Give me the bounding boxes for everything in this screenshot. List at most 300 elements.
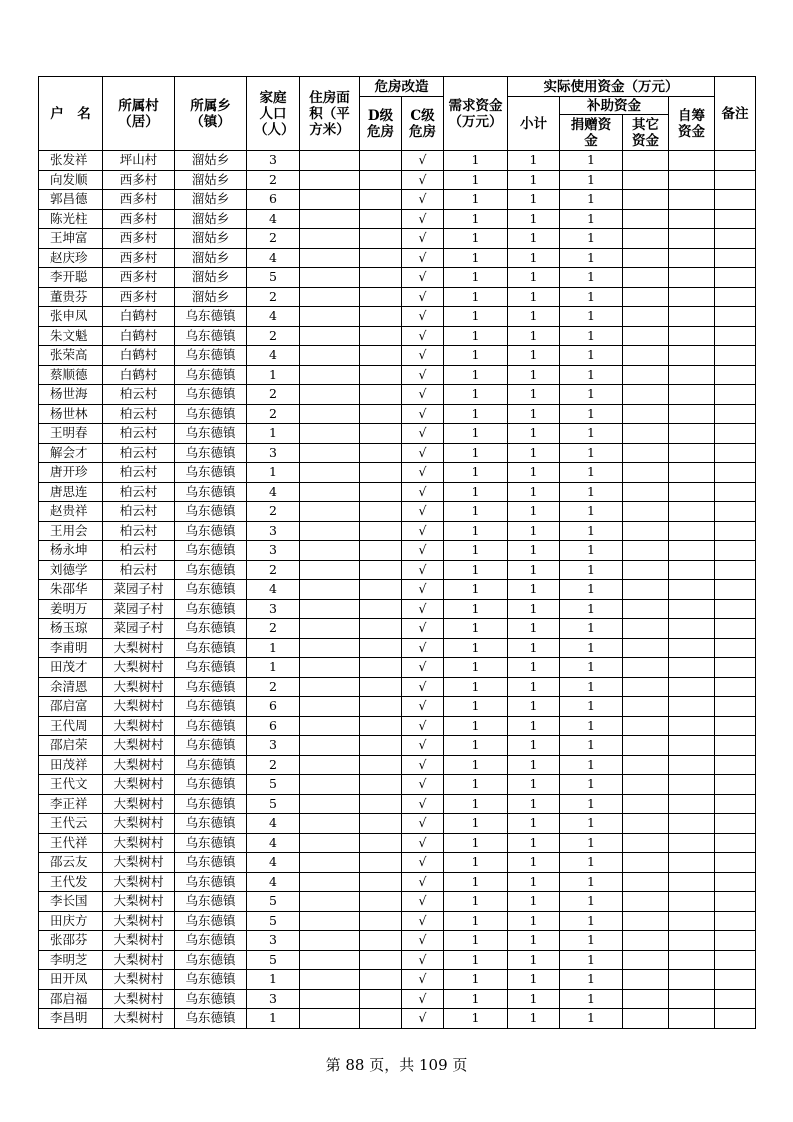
cell-self-raised <box>669 151 715 171</box>
cell-population: 5 <box>247 950 300 970</box>
cell-self-raised <box>669 892 715 912</box>
cell-name: 郭昌德 <box>39 190 103 210</box>
cell-donation: 1 <box>560 424 623 444</box>
table-row <box>39 346 756 366</box>
cell-donation: 1 <box>560 346 623 366</box>
cell-village: 白鹤村 <box>103 326 175 346</box>
cell-remarks <box>715 521 756 541</box>
cell-village: 大梨树村 <box>103 638 175 658</box>
cell-township: 乌东德镇 <box>175 404 247 424</box>
cell-self-raised <box>669 970 715 990</box>
header-grade-c: C级危房 <box>402 97 444 151</box>
cell-area <box>300 560 360 580</box>
cell-population: 3 <box>247 521 300 541</box>
cell-demand: 1 <box>444 170 508 190</box>
table-row <box>39 833 756 853</box>
cell-demand: 1 <box>444 404 508 424</box>
cell-demand: 1 <box>444 365 508 385</box>
cell-name: 朱邵华 <box>39 580 103 600</box>
cell-township: 溜姑乡 <box>175 268 247 288</box>
cell-other <box>623 638 669 658</box>
cell-area <box>300 151 360 171</box>
cell-area <box>300 677 360 697</box>
cell-name: 朱文魁 <box>39 326 103 346</box>
cell-village: 西多村 <box>103 170 175 190</box>
cell-name: 杨玉琼 <box>39 619 103 639</box>
cell-demand: 1 <box>444 151 508 171</box>
cell-remarks <box>715 502 756 522</box>
cell-grade-c: √ <box>402 911 444 931</box>
cell-grade-d <box>360 872 402 892</box>
cell-grade-c: √ <box>402 443 444 463</box>
table-row <box>39 170 756 190</box>
table-row <box>39 716 756 736</box>
cell-name: 赵庆珍 <box>39 248 103 268</box>
table-row <box>39 619 756 639</box>
cell-township: 乌东德镇 <box>175 463 247 483</box>
cell-township: 乌东德镇 <box>175 931 247 951</box>
cell-subtotal: 1 <box>508 541 560 561</box>
table-row <box>39 677 756 697</box>
table-row <box>39 560 756 580</box>
cell-demand: 1 <box>444 794 508 814</box>
cell-township: 乌东德镇 <box>175 716 247 736</box>
header-name: 户 名 <box>39 77 103 151</box>
cell-subtotal: 1 <box>508 619 560 639</box>
cell-subtotal: 1 <box>508 502 560 522</box>
cell-demand: 1 <box>444 424 508 444</box>
cell-area <box>300 775 360 795</box>
cell-area <box>300 599 360 619</box>
cell-remarks <box>715 697 756 717</box>
cell-grade-d <box>360 989 402 1009</box>
cell-remarks <box>715 346 756 366</box>
cell-village: 大梨树村 <box>103 716 175 736</box>
cell-self-raised <box>669 190 715 210</box>
cell-donation: 1 <box>560 755 623 775</box>
header-township: 所属乡（镇） <box>175 77 247 151</box>
cell-township: 乌东德镇 <box>175 560 247 580</box>
cell-remarks <box>715 989 756 1009</box>
cell-other <box>623 872 669 892</box>
cell-population: 4 <box>247 482 300 502</box>
cell-village: 大梨树村 <box>103 775 175 795</box>
cell-subtotal: 1 <box>508 814 560 834</box>
cell-other <box>623 385 669 405</box>
cell-subtotal: 1 <box>508 658 560 678</box>
cell-name: 杨世林 <box>39 404 103 424</box>
header-village: 所属村（居） <box>103 77 175 151</box>
cell-donation: 1 <box>560 580 623 600</box>
total-page-count: 109 <box>419 1056 448 1074</box>
cell-village: 菜园子村 <box>103 599 175 619</box>
cell-township: 乌东德镇 <box>175 814 247 834</box>
cell-remarks <box>715 716 756 736</box>
cell-area <box>300 970 360 990</box>
cell-area <box>300 170 360 190</box>
cell-grade-c: √ <box>402 892 444 912</box>
cell-remarks <box>715 443 756 463</box>
cell-self-raised <box>669 1009 715 1029</box>
cell-other <box>623 892 669 912</box>
cell-township: 乌东德镇 <box>175 502 247 522</box>
table-row <box>39 385 756 405</box>
cell-donation: 1 <box>560 911 623 931</box>
cell-area <box>300 989 360 1009</box>
cell-demand: 1 <box>444 190 508 210</box>
cell-demand: 1 <box>444 307 508 327</box>
cell-grade-d <box>360 677 402 697</box>
cell-subtotal: 1 <box>508 892 560 912</box>
table-row <box>39 307 756 327</box>
cell-grade-d <box>360 794 402 814</box>
cell-other <box>623 658 669 678</box>
cell-subtotal: 1 <box>508 872 560 892</box>
cell-area <box>300 541 360 561</box>
cell-subtotal: 1 <box>508 970 560 990</box>
cell-self-raised <box>669 404 715 424</box>
cell-remarks <box>715 248 756 268</box>
cell-area <box>300 443 360 463</box>
cell-population: 4 <box>247 872 300 892</box>
cell-grade-d <box>360 307 402 327</box>
cell-demand: 1 <box>444 677 508 697</box>
cell-grade-d <box>360 560 402 580</box>
cell-village: 大梨树村 <box>103 1009 175 1029</box>
table-row <box>39 248 756 268</box>
table-row <box>39 970 756 990</box>
cell-name: 李昌明 <box>39 1009 103 1029</box>
table-row <box>39 287 756 307</box>
cell-donation: 1 <box>560 541 623 561</box>
table-row <box>39 658 756 678</box>
cell-area <box>300 385 360 405</box>
cell-township: 乌东德镇 <box>175 970 247 990</box>
cell-subtotal: 1 <box>508 853 560 873</box>
cell-township: 乌东德镇 <box>175 775 247 795</box>
cell-village: 大梨树村 <box>103 970 175 990</box>
cell-township: 溜姑乡 <box>175 209 247 229</box>
cell-subtotal: 1 <box>508 229 560 249</box>
cell-population: 4 <box>247 346 300 366</box>
cell-other <box>623 775 669 795</box>
cell-village: 柏云村 <box>103 463 175 483</box>
cell-self-raised <box>669 482 715 502</box>
cell-grade-c: √ <box>402 989 444 1009</box>
cell-population: 2 <box>247 404 300 424</box>
cell-township: 乌东德镇 <box>175 365 247 385</box>
cell-subtotal: 1 <box>508 248 560 268</box>
cell-grade-d <box>360 638 402 658</box>
cell-village: 大梨树村 <box>103 872 175 892</box>
cell-remarks <box>715 385 756 405</box>
cell-donation: 1 <box>560 404 623 424</box>
cell-township: 乌东德镇 <box>175 1009 247 1029</box>
cell-name: 唐开珍 <box>39 463 103 483</box>
cell-demand: 1 <box>444 853 508 873</box>
cell-village: 大梨树村 <box>103 931 175 951</box>
cell-population: 5 <box>247 794 300 814</box>
cell-donation: 1 <box>560 794 623 814</box>
cell-demand: 1 <box>444 1009 508 1029</box>
table-row <box>39 794 756 814</box>
cell-subtotal: 1 <box>508 638 560 658</box>
cell-name: 陈光柱 <box>39 209 103 229</box>
cell-remarks <box>715 814 756 834</box>
table-row <box>39 638 756 658</box>
cell-township: 乌东德镇 <box>175 658 247 678</box>
cell-population: 4 <box>247 248 300 268</box>
cell-grade-c: √ <box>402 658 444 678</box>
cell-area <box>300 248 360 268</box>
cell-village: 大梨树村 <box>103 892 175 912</box>
table-row <box>39 872 756 892</box>
household-table <box>38 76 756 1029</box>
cell-other <box>623 736 669 756</box>
cell-self-raised <box>669 911 715 931</box>
cell-population: 2 <box>247 560 300 580</box>
cell-village: 大梨树村 <box>103 814 175 834</box>
cell-other <box>623 424 669 444</box>
cell-area <box>300 268 360 288</box>
cell-donation: 1 <box>560 853 623 873</box>
cell-subtotal: 1 <box>508 346 560 366</box>
cell-remarks <box>715 170 756 190</box>
cell-self-raised <box>669 716 715 736</box>
table-row <box>39 424 756 444</box>
cell-name: 邵云友 <box>39 853 103 873</box>
cell-grade-c: √ <box>402 775 444 795</box>
cell-other <box>623 989 669 1009</box>
cell-village: 柏云村 <box>103 482 175 502</box>
cell-name: 王坤富 <box>39 229 103 249</box>
cell-village: 大梨树村 <box>103 658 175 678</box>
cell-grade-c: √ <box>402 970 444 990</box>
cell-demand: 1 <box>444 541 508 561</box>
cell-self-raised <box>669 307 715 327</box>
cell-population: 3 <box>247 736 300 756</box>
table-row <box>39 814 756 834</box>
table-row <box>39 599 756 619</box>
table-row <box>39 463 756 483</box>
cell-grade-c: √ <box>402 170 444 190</box>
cell-self-raised <box>669 346 715 366</box>
cell-township: 乌东德镇 <box>175 638 247 658</box>
cell-township: 溜姑乡 <box>175 190 247 210</box>
cell-name: 邵启富 <box>39 697 103 717</box>
cell-name: 余清恩 <box>39 677 103 697</box>
cell-village: 柏云村 <box>103 443 175 463</box>
cell-self-raised <box>669 638 715 658</box>
cell-name: 姜明万 <box>39 599 103 619</box>
cell-grade-d <box>360 950 402 970</box>
cell-other <box>623 619 669 639</box>
cell-grade-c: √ <box>402 424 444 444</box>
cell-subtotal: 1 <box>508 560 560 580</box>
cell-township: 乌东德镇 <box>175 911 247 931</box>
cell-grade-d <box>360 911 402 931</box>
cell-demand: 1 <box>444 931 508 951</box>
cell-demand: 1 <box>444 268 508 288</box>
cell-subtotal: 1 <box>508 424 560 444</box>
cell-demand: 1 <box>444 599 508 619</box>
cell-area <box>300 424 360 444</box>
cell-name: 张发祥 <box>39 151 103 171</box>
cell-donation: 1 <box>560 248 623 268</box>
cell-grade-d <box>360 482 402 502</box>
cell-population: 2 <box>247 287 300 307</box>
cell-donation: 1 <box>560 463 623 483</box>
cell-self-raised <box>669 580 715 600</box>
cell-donation: 1 <box>560 307 623 327</box>
cell-village: 柏云村 <box>103 424 175 444</box>
cell-subtotal: 1 <box>508 404 560 424</box>
cell-area <box>300 892 360 912</box>
cell-population: 4 <box>247 853 300 873</box>
cell-other <box>623 365 669 385</box>
cell-grade-d <box>360 716 402 736</box>
cell-grade-d <box>360 326 402 346</box>
cell-name: 王代发 <box>39 872 103 892</box>
cell-remarks <box>715 209 756 229</box>
cell-area <box>300 736 360 756</box>
cell-other <box>623 268 669 288</box>
table-row <box>39 1009 756 1029</box>
cell-name: 李甫明 <box>39 638 103 658</box>
header-other: 其它资金 <box>623 115 669 151</box>
cell-area <box>300 872 360 892</box>
cell-donation: 1 <box>560 385 623 405</box>
cell-population: 3 <box>247 443 300 463</box>
cell-remarks <box>715 599 756 619</box>
cell-village: 白鹤村 <box>103 346 175 366</box>
cell-subtotal: 1 <box>508 365 560 385</box>
cell-self-raised <box>669 833 715 853</box>
cell-village: 柏云村 <box>103 541 175 561</box>
cell-self-raised <box>669 736 715 756</box>
cell-remarks <box>715 794 756 814</box>
cell-self-raised <box>669 326 715 346</box>
table-row <box>39 755 756 775</box>
cell-area <box>300 502 360 522</box>
cell-demand: 1 <box>444 736 508 756</box>
cell-demand: 1 <box>444 872 508 892</box>
cell-village: 西多村 <box>103 268 175 288</box>
cell-grade-c: √ <box>402 950 444 970</box>
cell-donation: 1 <box>560 287 623 307</box>
cell-demand: 1 <box>444 326 508 346</box>
cell-grade-c: √ <box>402 853 444 873</box>
cell-remarks <box>715 755 756 775</box>
cell-village: 大梨树村 <box>103 697 175 717</box>
cell-grade-d <box>360 970 402 990</box>
cell-grade-d <box>360 151 402 171</box>
cell-grade-c: √ <box>402 365 444 385</box>
cell-population: 5 <box>247 775 300 795</box>
cell-village: 柏云村 <box>103 521 175 541</box>
cell-other <box>623 833 669 853</box>
cell-village: 白鹤村 <box>103 307 175 327</box>
cell-village: 西多村 <box>103 229 175 249</box>
header-area: 住房面积（平方米） <box>300 77 360 151</box>
cell-grade-d <box>360 814 402 834</box>
cell-self-raised <box>669 170 715 190</box>
cell-donation: 1 <box>560 970 623 990</box>
cell-remarks <box>715 463 756 483</box>
cell-donation: 1 <box>560 170 623 190</box>
cell-township: 溜姑乡 <box>175 151 247 171</box>
cell-population: 4 <box>247 209 300 229</box>
cell-name: 杨世海 <box>39 385 103 405</box>
cell-village: 大梨树村 <box>103 755 175 775</box>
header-subsidy: 补助资金 <box>560 97 669 115</box>
cell-self-raised <box>669 931 715 951</box>
table-row <box>39 580 756 600</box>
cell-grade-d <box>360 599 402 619</box>
table-row <box>39 892 756 912</box>
cell-remarks <box>715 541 756 561</box>
cell-township: 乌东德镇 <box>175 326 247 346</box>
cell-remarks <box>715 950 756 970</box>
cell-name: 李明芝 <box>39 950 103 970</box>
cell-population: 1 <box>247 365 300 385</box>
cell-remarks <box>715 190 756 210</box>
cell-subtotal: 1 <box>508 521 560 541</box>
cell-village: 大梨树村 <box>103 853 175 873</box>
cell-name: 王代云 <box>39 814 103 834</box>
cell-other <box>623 209 669 229</box>
cell-population: 1 <box>247 463 300 483</box>
table-row <box>39 190 756 210</box>
cell-other <box>623 755 669 775</box>
cell-demand: 1 <box>444 755 508 775</box>
cell-name: 张邵芬 <box>39 931 103 951</box>
cell-subtotal: 1 <box>508 443 560 463</box>
table-row <box>39 268 756 288</box>
cell-area <box>300 619 360 639</box>
cell-other <box>623 151 669 171</box>
cell-donation: 1 <box>560 677 623 697</box>
cell-grade-c: √ <box>402 638 444 658</box>
cell-township: 溜姑乡 <box>175 170 247 190</box>
cell-grade-d <box>360 736 402 756</box>
cell-grade-d <box>360 209 402 229</box>
cell-donation: 1 <box>560 619 623 639</box>
cell-grade-c: √ <box>402 521 444 541</box>
cell-remarks <box>715 424 756 444</box>
cell-donation: 1 <box>560 892 623 912</box>
cell-area <box>300 209 360 229</box>
cell-population: 2 <box>247 619 300 639</box>
cell-other <box>623 541 669 561</box>
cell-demand: 1 <box>444 716 508 736</box>
cell-subtotal: 1 <box>508 697 560 717</box>
cell-grade-d <box>360 931 402 951</box>
cell-population: 3 <box>247 931 300 951</box>
cell-other <box>623 931 669 951</box>
cell-population: 2 <box>247 502 300 522</box>
cell-name: 解会才 <box>39 443 103 463</box>
cell-demand: 1 <box>444 229 508 249</box>
cell-area <box>300 307 360 327</box>
cell-demand: 1 <box>444 950 508 970</box>
cell-grade-c: √ <box>402 326 444 346</box>
cell-grade-c: √ <box>402 716 444 736</box>
cell-remarks <box>715 872 756 892</box>
cell-grade-d <box>360 385 402 405</box>
cell-remarks <box>715 833 756 853</box>
cell-area <box>300 326 360 346</box>
